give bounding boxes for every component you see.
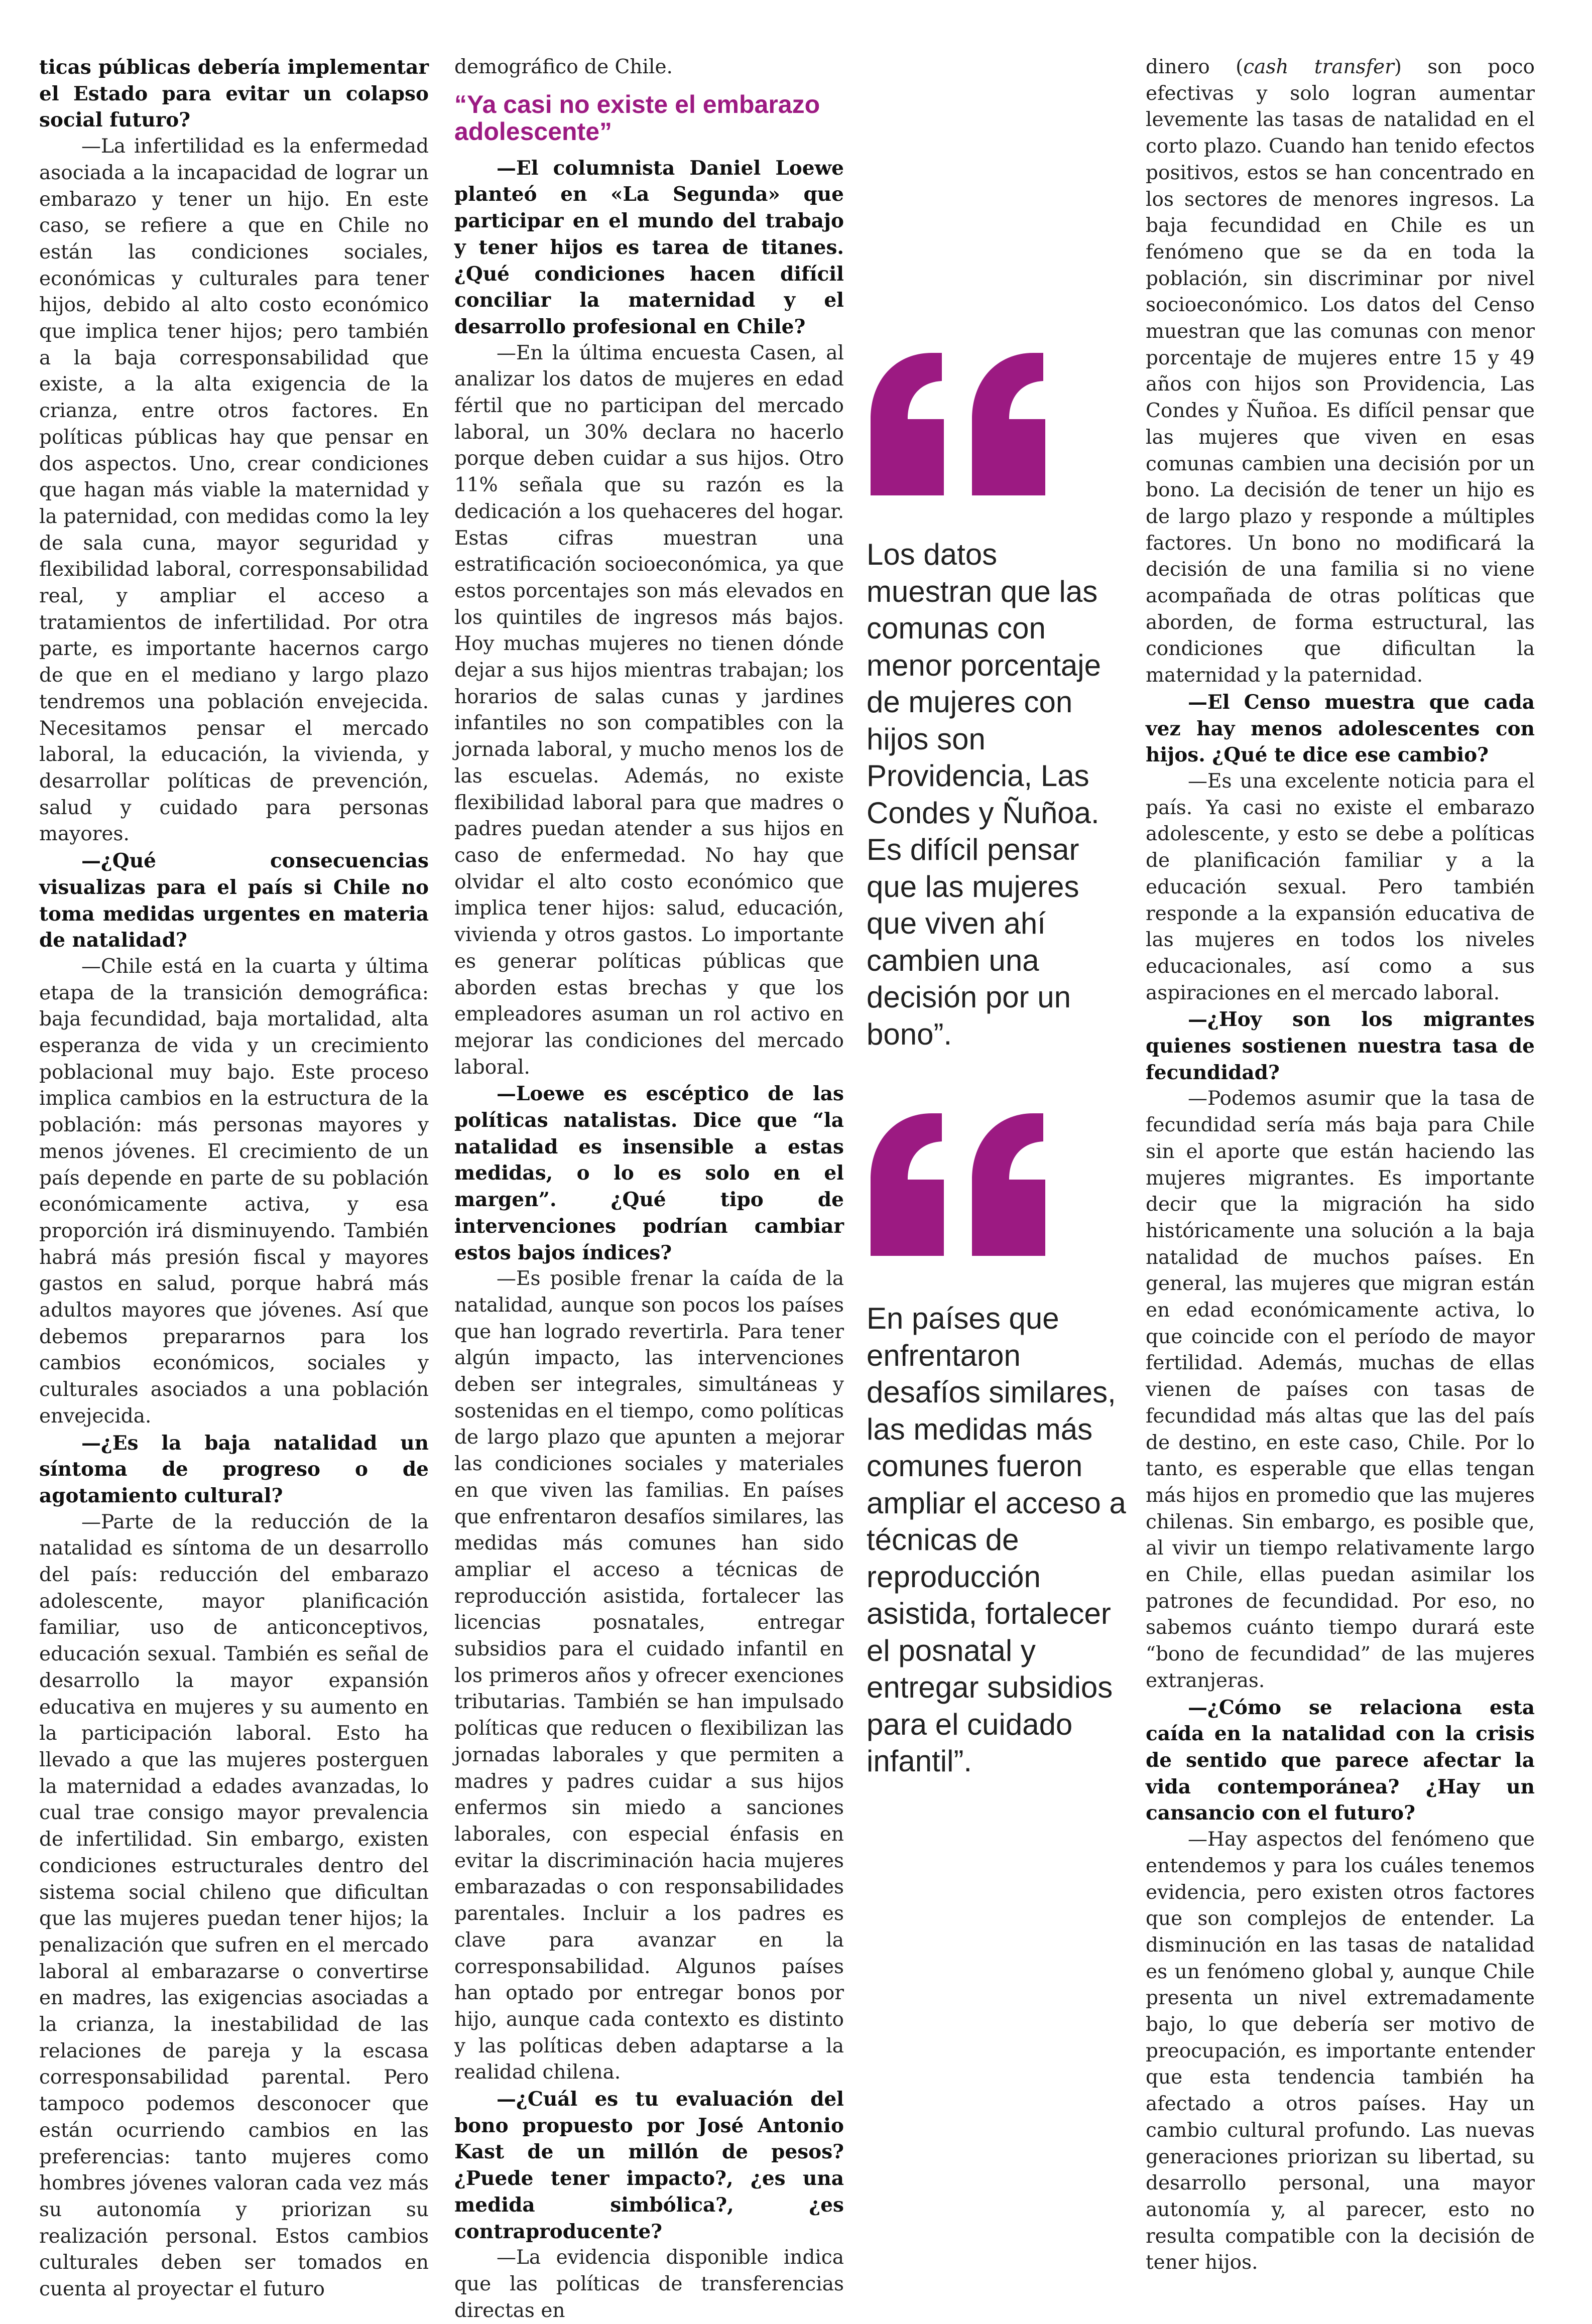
answer-paragraph: —Podemos asumir que la tasa de fecundidad sería más baja para Chile sin el aporte que están haciendo las mujeres migrantes. Es importante decir que la migración ha sido históricamente una solución a la baja natalidad de muchos países. En general, las mujeres que migran están en edad económicamente activa, lo que coincide con el período de mayor fertilidad. Además, muchas de ellas vienen de países con tasas de fecundidad más altas que las del país de destino, en este caso, Chile. Por lo tanto, es esperable que ellas tengan más hijos en promedio que las mujeres chilenas. Sin embargo, es posible que, al vivir un tiempo relativamente largo en Chile, ellas puedan asimilar los patrones de fecundidad. Por eso, no sabemos cuánto tiempo durará este “bono de fecundidad” de las mujeres extranjeras. — [1146, 1087, 1535, 1692]
question-text: —¿Hoy son los migrantes quienes sostienen nuestra tasa de fecundidad? — [1146, 1008, 1535, 1084]
body-paragraph — [1146, 54, 1535, 689]
pull-quote: Los datos muestran que las comunas con menor porcentaje de mujeres con hijos son Providencia, Las Condes y Ñuñoa. Es difícil pensar que las mujeres que viven ahí cambien una decisión por un bono”. — [867, 538, 1101, 1051]
quote-mark-icon — [868, 349, 1048, 499]
answer-paragraph: —La evidencia disponible indica que las políticas de transferencias directas en — [454, 2246, 844, 2322]
answer-paragraph: —La infertilidad es la enfermedad asociada a la incapacidad de lograr un embarazo y tener un hijo. En este caso, se refiere a que en Chile no están las condiciones sociales, económicas y culturales para tener hijos, debido al alto costo económico que implica tener hijos; pero también a la baja corresponsabilidad que existe, a la alta exigencia de la crianza, entre otros factores. En políticas públicas hay que pensar en dos aspectos. Uno, crear condiciones que hagan más viable la maternidad y la paternidad, con medidas como la ley de sala cuna, mayor seguridad y flexibilidad laboral, corresponsabilidad real, y ampliar el acceso a tratamientos de infertilidad. Por otra parte, es importante hacernos cargo de que en el mediano y largo plazo tendremos una población envejecida. Necesitamos pensar el mercado laboral, la educación, la vivienda, y desarrollar políticas de prevención, salud y cuidado para personas mayores. — [39, 135, 429, 846]
section-heading: “Ya casi no existe el embarazo adolescente” — [454, 90, 820, 146]
text-run: dinero ( — [1146, 56, 1244, 78]
question-text: —¿Cuál es tu evaluación del bono propuesto por José Antonio Kast de un millón de pesos? ¿Puede tener impacto?, ¿es una medida simbólica?, ¿es contraproducente? — [454, 2088, 844, 2243]
question-text: ticas públicas debería implementar el Estado para evitar un colapso social futuro? — [39, 56, 429, 132]
answer-paragraph: —Hay aspectos del fenómeno que entendemos y para los cuáles tenemos evidencia, pero existen otros factores que son complejos de entender. La disminución en las tasas de natalidad es un fenómeno global y, aunque Chile presenta un nivel extremadamente bajo, lo que debería ser motivo de preocupación, es importante entender que esta tendencia también ha afectado a otros países. Hay un cambio cultural profundo. Las nuevas generaciones priorizan su libertad, su desarrollo personal, una mayor autonomía y, al parecer, esto no resulta compatible con la decisión de tener hijos. — [1146, 1828, 1535, 2274]
question-text: —El Censo muestra que cada vez hay menos adolescentes con hijos. ¿Qué te dice ese cambio? — [1146, 690, 1535, 767]
quote-mark-right — [972, 1113, 1045, 1256]
quote-mark-left — [871, 353, 944, 495]
article-column-2 — [454, 54, 844, 2324]
quote-mark-icon — [868, 1109, 1048, 1260]
body-paragraph: demográfico de Chile. — [454, 56, 673, 78]
question-text: —¿Es la baja natalidad un síntoma de progreso o de agotamiento cultural? — [39, 1431, 429, 1507]
italic-term: cash transfer — [1243, 56, 1394, 78]
answer-paragraph: —Chile está en la cuarta y última etapa de la transición demográfica: baja fecundidad, baja mortalidad, alta esperanza de vida y un crecimiento poblacional muy bajo. Este proceso implica cambios en la estructura de la población: más personas mayores y menos jóvenes. El crecimiento de un país depende en parte de su población económicamente activa, y esa proporción irá disminuyendo. También habrá más presión fiscal y mayores gastos en salud, porque habrá más adultos mayores que jóvenes. Así que debemos prepararnos para los cambios económicos, sociales y culturales asociados a una población envejecida. — [39, 955, 429, 1428]
question-text: —El columnista Daniel Loewe planteó en «La Segunda» que participar en el mundo del trabajo y tener hijos es tarea de titanes. ¿Qué condiciones hacen difícil conciliar la maternidad y el desarrollo profesional en Chile? — [454, 156, 844, 338]
article-column-1 — [39, 54, 429, 2303]
article-column-4 — [1146, 54, 1535, 2276]
answer-paragraph: —Es posible frenar la caída de la natalidad, aunque son pocos los países que han logrado revertirla. Para tener algún impacto, las intervenciones deben ser integrales, simultáneas y sostenidas en el tiempo, como políticas de largo plazo que apunten a mejorar las condiciones sociales y materiales en que viven las familias. En países que enfrentaron desafíos similares, las medidas más comunes han sido ampliar el acceso a técnicas de reproducción asistida, fortalecer las licencias posnatales, entregar subsidios para el cuidado infantil en los primeros años y ofrecer exenciones tributarias. También se han impulsado políticas que reducen o flexibilizan las jornadas laborales y que permiten a madres y padres cuidar a sus hijos enfermos sin miedo a sanciones laborales, con especial énfasis en evitar la discriminación hacia mujeres embarazadas o con responsabilidades parentales. Incluir a los padres es clave para avanzar en la corresponsabilidad. Algunos países han optado por entregar bonos por hijo, aunque cada contexto es distinto y las políticas deben adaptarse a la realidad chilena. — [454, 1267, 844, 2084]
pull-quote: En países que enfrentaron desafíos similares, las medidas más comunes fueron ampliar el acceso a técnicas de reproducción asistida, fortalecer el posnatal y entregar subsidios para el cuidado infantil”. — [867, 1302, 1126, 1778]
answer-paragraph: —Es una excelente noticia para el país. Ya casi no existe el embarazo adolescente, y esto se debe a políticas de planificación familiar y a la educación sexual. Pero también responde a la expansión educativa de las mujeres en todos los niveles educacionales, así como a sus aspiraciones en el mercado laboral. — [1146, 769, 1535, 1004]
quote-mark-right — [972, 353, 1045, 495]
answer-paragraph: —Parte de la reducción de la natalidad es síntoma de un desarrollo del país: reducción del embarazo adolescente, mayor planificación familiar, uso de anticonceptivos, educación sexual. También es señal de desarrollo la mayor expansión educativa en mujeres y su aumento en la participación laboral. Esto ha llevado a que las mujeres posterguen la maternidad a edades avanzadas, lo cual trae consigo mayor prevalencia de infertilidad. Sin embargo, existen condiciones estructurales dentro del sistema social chileno que dificultan que las mujeres puedan tener hijos; la penalización que sufren en el mercado laboral al embarazarse o convertirse en madres, las exigencias asociadas a la crianza, la inestabilidad de las relaciones de pareja y la escasa corresponsabilidad parental. Pero tampoco podemos desconocer que están ocurriendo cambios en las preferencias: tanto mujeres como hombres jóvenes valoran cada vez más su autonomía y priorizan su realización personal. Estos cambios culturales deben ser tomados en cuenta al proyectar el futuro — [39, 1510, 429, 2301]
question-text: —¿Cómo se relaciona esta caída en la natalidad con la crisis de sentido que parece afectar la vida contemporánea? ¿Hay un cansancio con el futuro? — [1146, 1696, 1535, 1825]
quote-mark-left — [871, 1113, 944, 1256]
answer-paragraph: —En la última encuesta Casen, al analizar los datos de mujeres en edad fértil que no participan del mercado laboral, un 30% declara no hacerlo porque deben cuidar a sus hijos. Otro 11% señala que su razón es la dedicación a los quehaceres del hogar. Estas cifras muestran una estratificación socioeconómica, ya que estos porcentajes son más elevados en los quintiles de ingresos más bajos. Hoy muchas mujeres no tienen dónde dejar a sus hijos mientras trabajan; los horarios de salas cunas y jardines infantiles no son compatibles con la jornada laboral, y mucho menos los de las escuelas. Además, no existe flexibilidad laboral para que madres o padres puedan atender a sus hijos en caso de enfermedad. No hay que olvidar el alto costo económico que implica tener hijos: salud, educación, vivienda y otros gastos. Lo importante es generar políticas públicas que aborden estas brechas y que los empleadores asuman un rol activo en mejorar las condiciones del mercado laboral. — [454, 341, 844, 1079]
text-run: ) son poco efectivas y solo logran aumentar levemente las tasas de natalidad en el corto plazo. Cuando han tenido efectos positivos, estos se han concentrado en los sectores de menores ingresos. La baja fecundidad en Chile es un fenómeno que se da en toda la población, sin discriminar por nivel socioeconómico. Los datos del Censo muestran que las comunas con menor porcentaje de mujeres entre 15 y 49 años con hijos son Providencia, Las Condes y Ñuñoa. Es difícil pensar que las mujeres que viven en esas comunas cambien una decisión por un bono. La decisión de tener un hijo es de largo plazo y responde a múltiples factores. Un bono no modificará la decisión de una familia si no viene acompañada de otras políticas que aborden, de forma estructural, las condiciones que dificultan la maternidad y la paternidad. — [1146, 56, 1535, 687]
question-text: —Loewe es escéptico de las políticas natalistas. Dice que “la natalidad es insensible a estas medidas, o lo es solo en el margen”. ¿Qué tipo de intervenciones podrían cambiar estos bajos índices? — [454, 1082, 844, 1264]
question-text: —¿Qué consecuencias visualizas para el país si Chile no toma medidas urgentes en materia de natalidad? — [39, 849, 429, 952]
